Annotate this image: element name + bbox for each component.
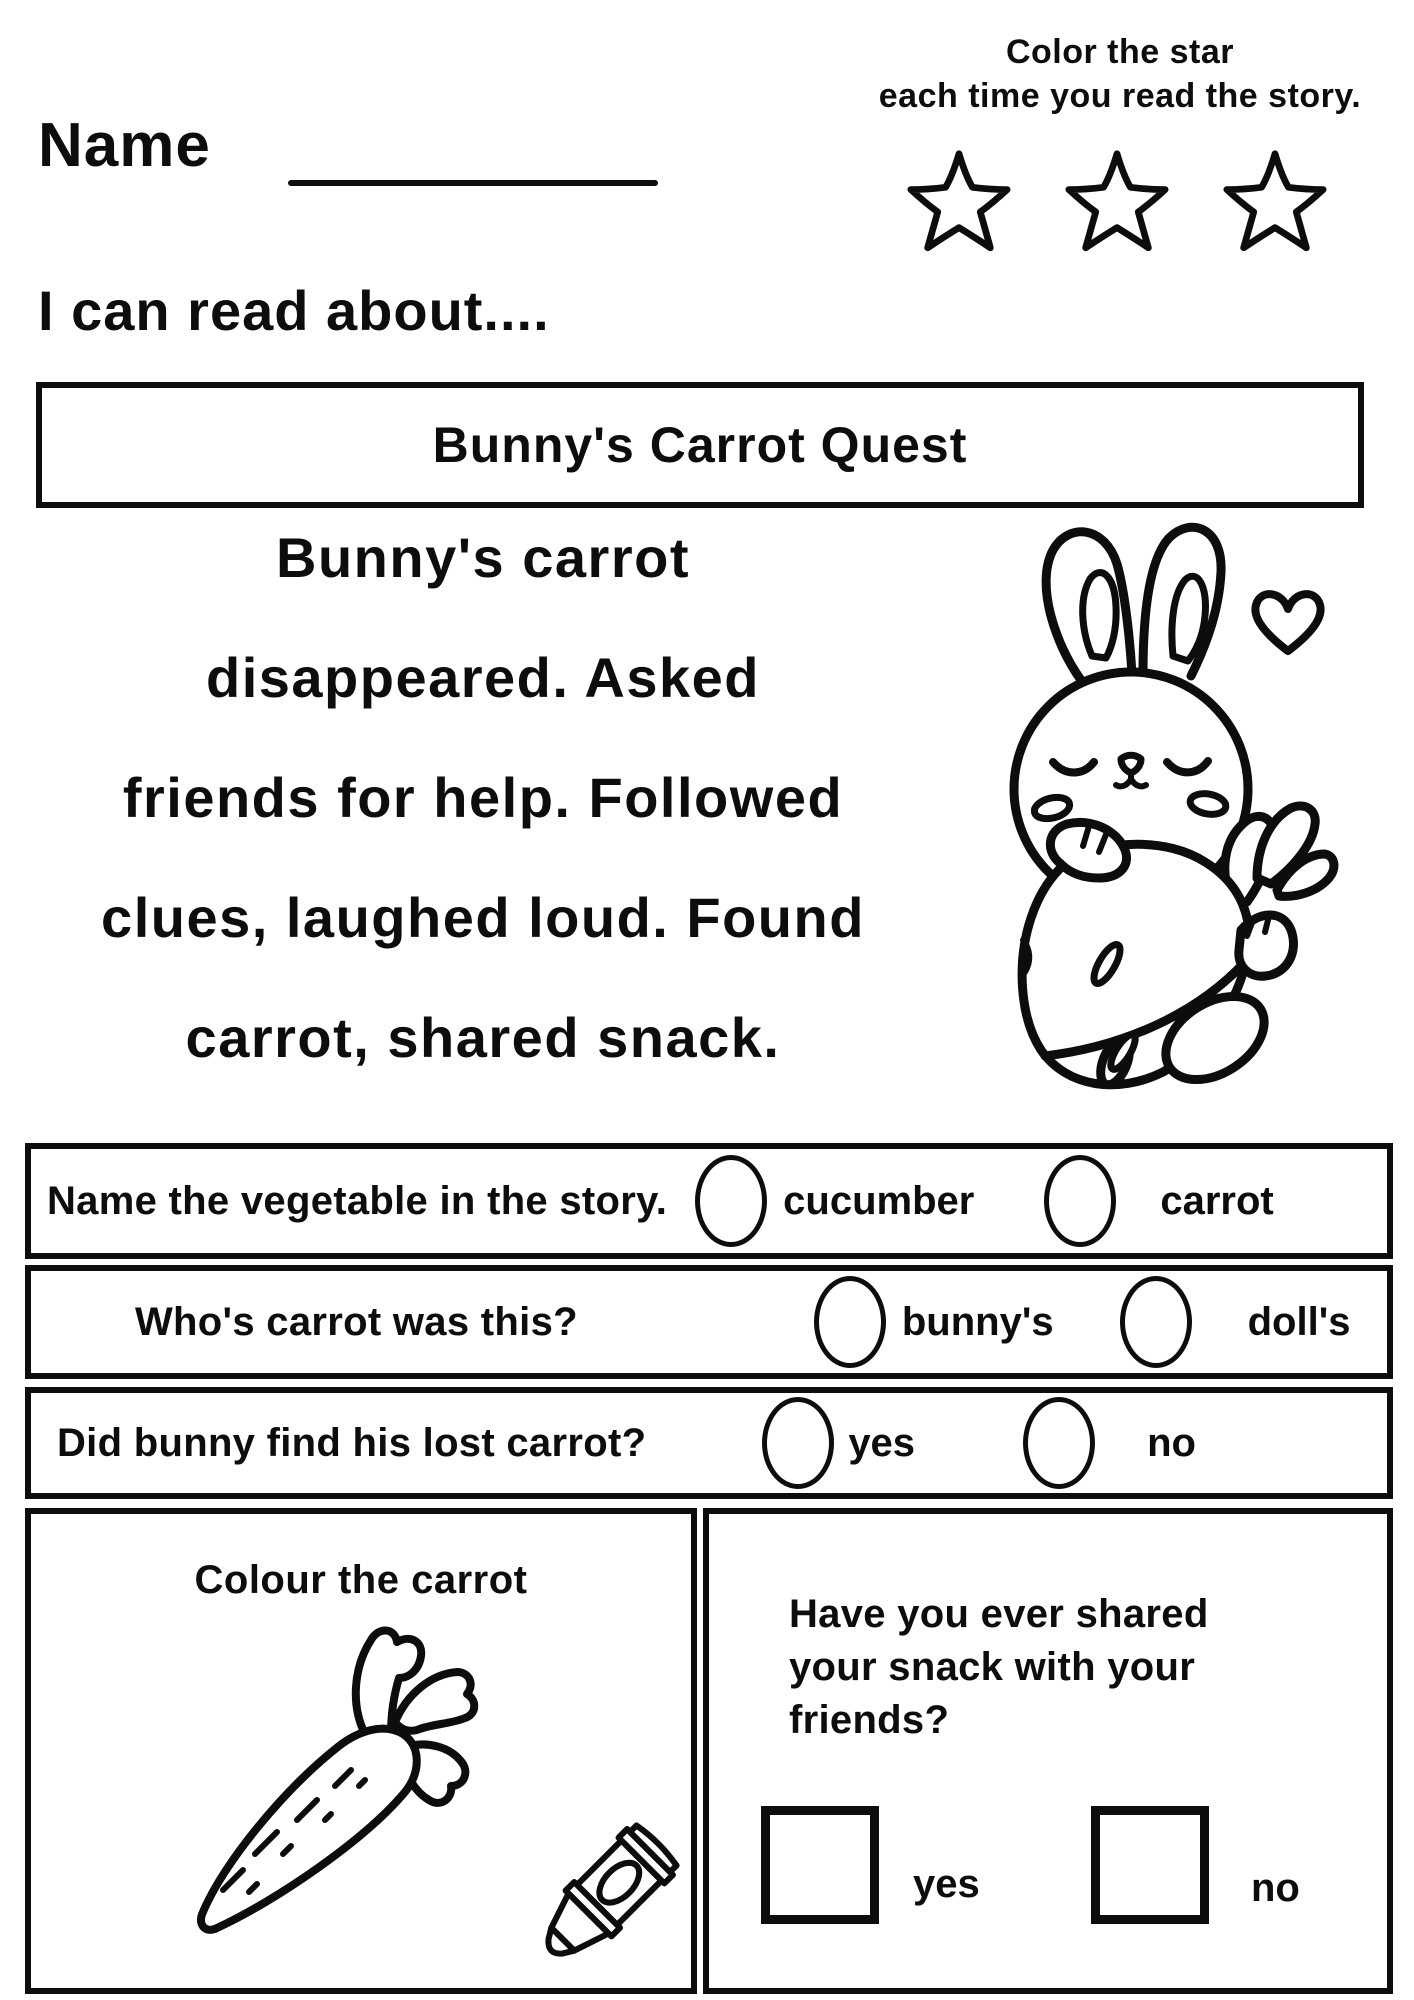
share-prompt-line: your snack with your — [789, 1645, 1196, 1689]
story-text — [18, 498, 948, 1098]
answer-circle-dolls[interactable] — [1120, 1276, 1192, 1368]
share-prompt-line: Have you ever shared — [789, 1592, 1209, 1636]
answer-circle-carrot[interactable] — [1044, 1155, 1116, 1247]
colour-carrot-box — [25, 1508, 697, 1994]
question-row-whose-carrot — [25, 1265, 1393, 1379]
story-line: Bunny's carrot — [276, 526, 690, 589]
question-row-found-carrot — [25, 1387, 1393, 1499]
crayon-icon — [519, 1806, 691, 1988]
name-label: Name — [38, 111, 211, 180]
name-write-line[interactable] — [288, 180, 658, 186]
answer-circle-bunnys[interactable] — [814, 1276, 886, 1368]
story-line: disappeared. Asked — [205, 646, 761, 709]
carrot-outline-illustration[interactable] — [159, 1602, 489, 1987]
option-label: no — [1147, 1420, 1196, 1465]
share-activity-box — [703, 1508, 1393, 1994]
share-prompt-line: friends? — [789, 1698, 950, 1742]
star-icon[interactable] — [903, 146, 1015, 260]
option-label: doll's — [1247, 1299, 1351, 1344]
star-icon[interactable] — [1061, 146, 1173, 260]
question-row-vegetable — [25, 1143, 1393, 1259]
yes-label: yes — [913, 1862, 980, 1906]
yes-checkbox[interactable] — [761, 1806, 879, 1924]
star-icon[interactable] — [1219, 146, 1331, 260]
story-line: clues, laughed loud. Found — [101, 886, 865, 949]
story-title-box — [36, 382, 1364, 508]
colour-activity-title: Colour the carrot — [194, 1558, 528, 1602]
reading-stars — [903, 146, 1331, 260]
bunny-hugging-carrot-illustration — [995, 512, 1340, 1097]
no-checkbox[interactable] — [1091, 1806, 1209, 1924]
star-instruction — [860, 30, 1380, 118]
star-instruction-line2: each time you read the story. — [878, 77, 1362, 115]
intro-heading: I can read about.... — [38, 279, 550, 342]
answer-circle-cucumber[interactable] — [695, 1155, 767, 1247]
option-label: yes — [848, 1420, 916, 1465]
story-title: Bunny's Carrot Quest — [432, 417, 968, 473]
story-line: carrot, shared snack. — [185, 1006, 781, 1069]
no-label: no — [1251, 1866, 1300, 1910]
answer-circle-yes[interactable] — [762, 1397, 834, 1489]
option-label: cucumber — [783, 1178, 975, 1223]
story-line: friends for help. Followed — [122, 766, 844, 829]
star-instruction-line1: Color the star — [1005, 33, 1235, 71]
option-label: carrot — [1160, 1178, 1274, 1223]
answer-circle-no[interactable] — [1023, 1397, 1095, 1489]
question-prompt: Did bunny find his lost carrot? — [57, 1420, 647, 1465]
question-prompt: Name the vegetable in the story. — [47, 1178, 668, 1223]
question-prompt: Who's carrot was this? — [135, 1299, 578, 1344]
option-label: bunny's — [901, 1299, 1054, 1344]
share-prompt — [789, 1588, 1209, 1747]
